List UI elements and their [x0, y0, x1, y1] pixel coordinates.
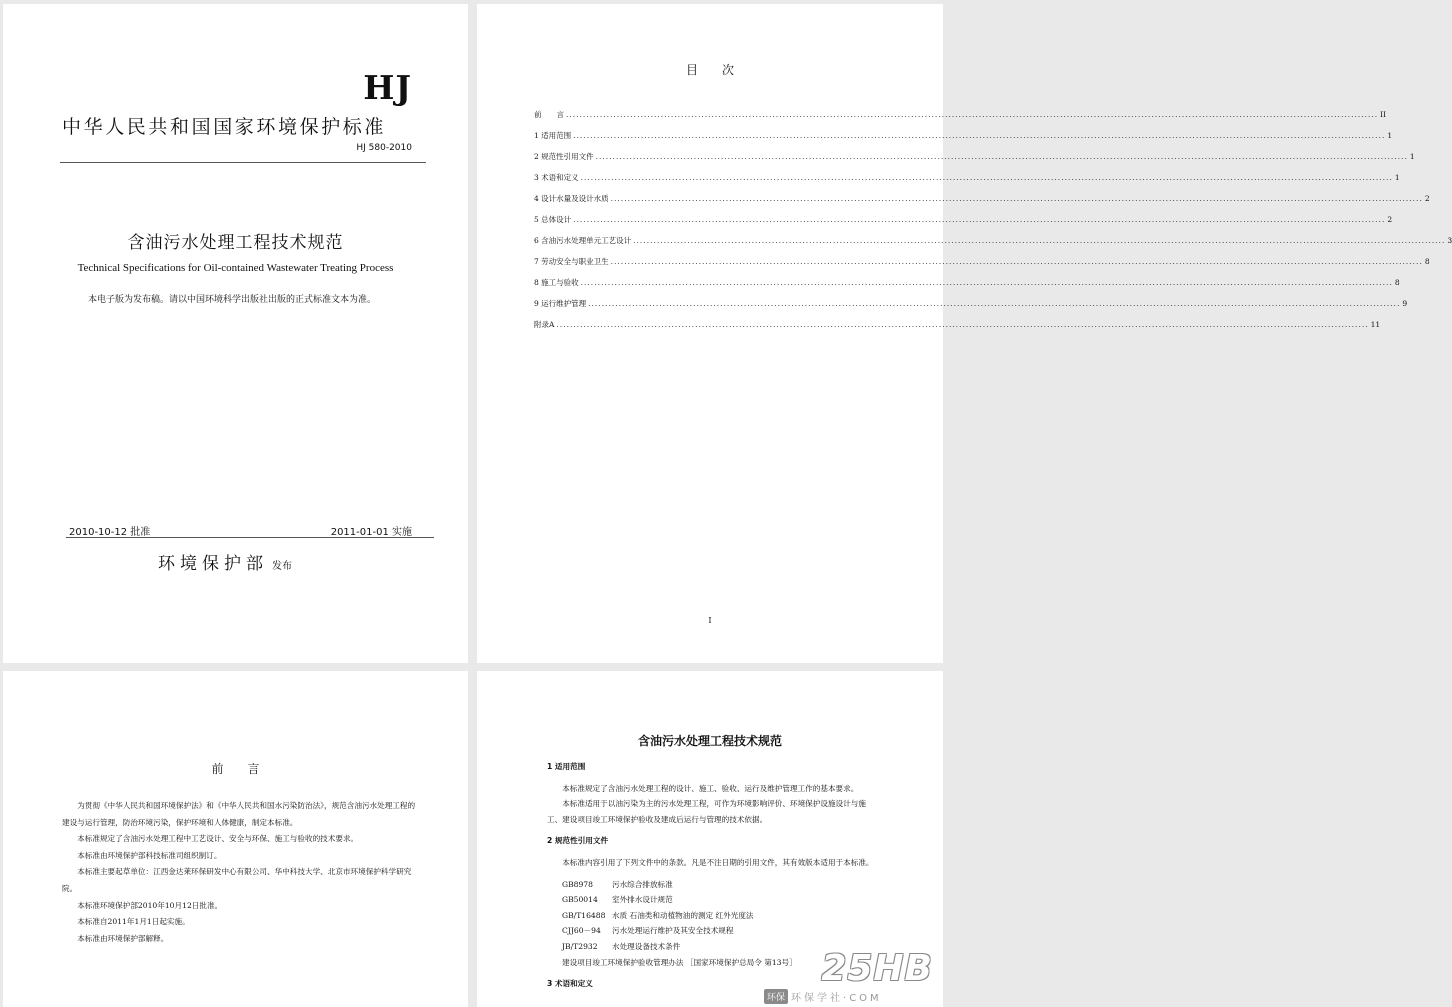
footer-divider — [66, 537, 434, 538]
preface-page — [3, 671, 468, 1007]
reference-name: 污水处理运行维护及其安全技术规程 — [612, 926, 734, 936]
toc-item[interactable] — [534, 298, 1408, 319]
toc-item-label: 附录A — [534, 320, 555, 329]
preface-paragraph: 本标准由环境保护部解释。 — [77, 933, 169, 943]
effective-date: 2011-01-01 实施 — [330, 527, 412, 538]
toc-item-page: 1 — [1394, 173, 1400, 182]
watermark-badge: 环保 — [764, 989, 788, 1004]
watermark-caption — [764, 989, 882, 1004]
toc-item-page: 2 — [1387, 215, 1393, 224]
toc-item-page: 2 — [1424, 194, 1430, 203]
section-paragraph: 本标准规定了含油污水处理工程的设计、施工、验收、运行及维护管理工作的基本要求。 — [562, 783, 859, 793]
section-heading: 1 适用范围 — [547, 762, 586, 771]
toc-leader: ................................................................................................................................................................................................................................................ — [573, 131, 1386, 140]
toc-item-page: 8 — [1394, 278, 1400, 287]
toc-item-label: 1 适用范围 — [534, 131, 572, 140]
standard-code: HJ — [363, 68, 412, 107]
reference-name: 室外排水设计规范 — [612, 895, 673, 905]
toc-item[interactable] — [534, 319, 1381, 340]
main-title: 含油污水处理工程技术规范 — [637, 734, 782, 748]
site-watermark — [764, 946, 939, 1006]
reference-item — [547, 923, 874, 939]
toc-item[interactable] — [534, 130, 1393, 151]
toc-item-label: 7 劳动安全与职业卫生 — [534, 257, 609, 266]
toc-item-label: 8 施工与验收 — [534, 278, 579, 287]
toc-leader: ................................................................................................................................................................................................................................................ — [580, 278, 1393, 287]
toc-leader: ................................................................................................................................................................................................................................................ — [610, 194, 1423, 203]
toc-item-page: 1 — [1387, 131, 1393, 140]
reference-extra: 建设项目竣工环境保护验收管理办法 ［国家环境保护总局令 第13号］ — [562, 957, 797, 967]
watermark-logo: 25HB — [821, 948, 933, 989]
issuer-name: 环境保护部 — [158, 554, 268, 574]
reference-code: GB/T16488 — [562, 910, 606, 920]
toc-item[interactable] — [534, 109, 1387, 130]
reference-code: JB/T2932 — [562, 941, 598, 951]
toc-item[interactable] — [534, 151, 1415, 172]
section-heading: 2 规范性引用文件 — [547, 836, 609, 846]
toc-item-label: 6 含油污水处理单元工艺设计 — [534, 236, 632, 245]
reference-code: CJJ60－94 — [562, 926, 601, 936]
document-note: 本电子版为发布稿。请以中国环境科学出版社出版的正式标准文本为准。 — [88, 295, 377, 305]
preface-title: 前 言 — [211, 762, 260, 776]
preface-paragraph: 本标准自2011年1月1日起实施。 — [77, 917, 190, 927]
toc-leader: ................................................................................................................................................................................................................................................ — [610, 257, 1423, 266]
toc-item[interactable] — [534, 256, 1430, 277]
toc-item-label: 3 术语和定义 — [534, 173, 579, 182]
toc-item-page: 3 — [1447, 236, 1452, 245]
approve-date: 2010-10-12 批准 — [69, 527, 151, 538]
preface-paragraph: 本标准由环境保护部科技标准司组织制订。 — [77, 850, 222, 860]
toc-item[interactable] — [534, 214, 1393, 235]
toc-item[interactable] — [534, 172, 1400, 193]
toc-item-label: 前 言 — [534, 110, 564, 119]
toc-list — [534, 109, 1452, 340]
toc-leader: ................................................................................................................................................................................................................................................ — [633, 236, 1446, 245]
reference-name: 水质 石油类和动植物油的测定 红外光度法 — [612, 910, 754, 920]
toc-item-page: 11 — [1370, 320, 1381, 329]
toc-leader: ................................................................................................................................................................................................................................................ — [588, 299, 1401, 308]
toc-item-page: II — [1380, 110, 1387, 119]
toc-leader: ................................................................................................................................................................................................................................................ — [566, 110, 1379, 119]
page-number: I — [708, 616, 712, 625]
reference-item — [547, 908, 874, 924]
reference-code: GB50014 — [562, 895, 598, 905]
main-text-page — [477, 671, 943, 1007]
toc-title: 目 次 — [685, 63, 734, 77]
preface-paragraph: 本标准规定了含油污水处理工程中工艺设计、安全与环保、施工与验收的技术要求。 — [77, 834, 359, 844]
preface-paragraph: 本标准主要起草单位：江西金达莱环保研发中心有限公司、华中科技大学、北京市环境保护科学研究院。 — [62, 867, 412, 893]
toc-item[interactable] — [534, 277, 1400, 298]
cover-page — [3, 4, 468, 663]
toc-item-page: 1 — [1409, 152, 1415, 161]
toc-page — [477, 4, 1452, 663]
standard-title: 中华人民共和国国家环境保护标准 — [62, 116, 387, 138]
section-paragraph: 本标准内容引用了下列文件中的条款。凡是不注日期的引用文件，其有效版本适用于本标准。 — [562, 857, 874, 867]
toc-item-page: 9 — [1402, 299, 1408, 308]
reference-name: 污水综合排放标准 — [612, 879, 673, 889]
document-title-en: Technical Specifications for Oil-contained Wastewater Treating Process — [77, 262, 394, 274]
toc-leader: ................................................................................................................................................................................................................................................ — [573, 215, 1386, 224]
toc-item[interactable] — [534, 235, 1452, 256]
toc-leader: ................................................................................................................................................................................................................................................ — [556, 320, 1369, 329]
standard-number: HJ 580-2010 — [356, 143, 412, 153]
document-title-cn: 含油污水处理工程技术规范 — [127, 233, 344, 253]
toc-item[interactable] — [534, 193, 1430, 214]
toc-item-label: 4 设计水量及设计水质 — [534, 194, 609, 203]
toc-leader: ................................................................................................................................................................................................................................................ — [580, 173, 1393, 182]
issuer-suffix: 发布 — [272, 561, 292, 572]
section-heading: 3 术语和定义 — [547, 979, 593, 989]
preface-paragraph: 为贯彻《中华人民共和国环境保护法》和《中华人民共和国水污染防治法》，规范含油污水处理工程的建设与运行管理，防治环境污染，保护环境和人体健康，制定本标准。 — [62, 801, 416, 827]
reference-item — [547, 877, 874, 893]
preface-body — [62, 798, 420, 947]
preface-paragraph: 本标准环境保护部2010年10月12日批准。 — [77, 900, 223, 910]
toc-item-page: 8 — [1424, 257, 1430, 266]
toc-leader: ................................................................................................................................................................................................................................................ — [595, 152, 1408, 161]
header-divider — [60, 162, 426, 163]
reference-code: GB8978 — [562, 879, 593, 889]
watermark-text: 环保学社·COM — [791, 993, 882, 1004]
reference-name: 水处理设备技术条件 — [612, 941, 681, 951]
reference-item — [547, 892, 874, 908]
issuer — [158, 549, 292, 574]
section-paragraph: 本标准适用于以油污染为主的污水处理工程，可作为环境影响评价、环境保护设施设计与施工、建设项目竣工环境保护验收及建成后运行与管理的技术依据。 — [547, 799, 866, 824]
toc-item-label: 5 总体设计 — [534, 215, 572, 224]
toc-item-label: 2 规范性引用文件 — [534, 152, 594, 161]
toc-item-label: 9 运行维护管理 — [534, 299, 587, 308]
